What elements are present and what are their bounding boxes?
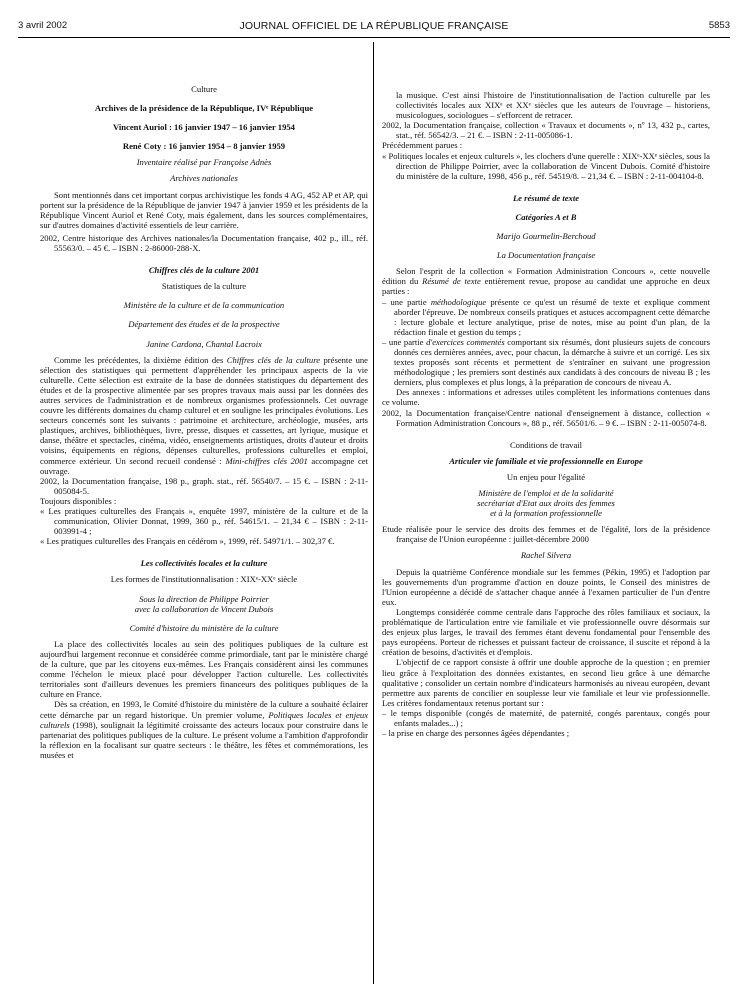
entry-body-continued: la musique. C'est ainsi l'histoire de l'institutionnalisation de l'action culturelle par les collectivités locales aux XIXᵉ et XXᵉ siècles que les auteurs de l'ouvrage – historiens, musicologues, sociologues – s'efforcent de retracer.	[396, 90, 710, 121]
entry-organisation: Ministère de la culture et de la communication	[123, 300, 285, 311]
entry-list-item: – la prise en charge des personnes âgées dépendantes ;	[382, 728, 570, 739]
entry-title: Les collectivités locales et la culture	[140, 558, 268, 569]
entry-study-note: Etude réalisée pour le service des droits des femmes et de l'égalité, lors de la présidence française de l'Union européenne : juillet-décembre 2000	[382, 524, 710, 545]
entry-list-item: – une partie d'exercices commentés comportant six résumés, dont plusieurs sujets de concours donnés ces dernières années, avec, pour chacun, la démarche à suivre et un corrigé. Les six textes proposés sont récents et permettent de s'entraîner en suivant une progression méthodologique ; les premiers sont destinés aux candidats à des concours de niveau B ; les derniers, plus complexes et plus longs, à la préparation de concours de niveau A.	[382, 336, 711, 388]
entry-organisation: Comité d'histoire du ministère de la culture	[129, 622, 279, 633]
entry-authors: Janine Cardona, Chantal Lacroix	[146, 338, 262, 349]
entry-collaborator: avec la collaboration de Vincent Dubois	[134, 603, 274, 614]
entry-body: Depuis la quatrième Conférence mondiale sur les femmes (Pékin, 1995) et l'adoption par les gouvernements d'un programme d'action en douze points, le Conseil des ministres de l'Union européenne a décidé de s'attacher chaque année à l'examen particulier de l'un d'entre eux.	[382, 566, 710, 607]
availability-item: « Les pratiques culturelles des Français », enquête 1997, ministère de la culture et de la communication, Olivier Donnat, 1999, 360 p., réf. 54615/1. – 21,34 € – ISBN : 2-11-003991-4 ;	[40, 506, 368, 537]
entry-author: Rachel Silvera	[520, 550, 572, 561]
entry-reference: 2002, Centre historique des Archives nationales/la Documentation française, 402 p., ill., réf. 55563/0. – 45 €. – ISBN : 2-86000-288-X.	[40, 232, 368, 254]
entry-body: La place des collectivités locales au sein des politiques publiques de la culture est aujourd'hui largement reconnue et considérée comme primordiale, tant par le ministère chargé de la culture, que par les citoyens eux-mêmes. Les Français considèrent ainsi les communes comme l'échelon le mieux placé pour développer l'action culturelle. Les collectivités territoriales sont d'ailleurs devenues les premiers financeurs des politiques publiques de la culture en France.	[40, 638, 368, 700]
page-header	[18, 20, 730, 34]
entry-list-item: – une partie méthodologique présente ce qu'est un résumé de texte et explique comment aborder l'épreuve. De nombreux conseils pratiques et astuces accompagnent cette démarche : lecture globale et lecture analytique, prise de notes, mise au point d'un plan, de la rédaction finale et gestion du temps ;	[382, 296, 710, 337]
entry-body: Comme les précédentes, la dixième édition des Chiffres clés de la culture présente une sélection des statistiques qui permettent d'appréhender les principaux aspects de la vie culturelle. Cette sélection est extraite de la base de données statistiques du département des études et de la prospective alimentée par ses propres travaux mais aussi par les données des autres services de l'administration et de nombreux organismes professionnels. Cet ouvrage couvre les différents domaines du champ culturel et en souligne les principales évolutions. Les secteurs concernés sont les suivants : patrimoine et architecture, archéologie, musées, arts plastiques, archives, bibliothèques, livre, presse, disques et cassettes, art lyrique, musique et danse, théâtre et spectacles, cinéma, vidéo, enseignements artistiques, droits d'auteur et droits voisins, équipements en régions, dépenses culturelles, professions culturelles et emploi, commerce extérieur. Un second recueil condensé : Mini-chiffres clés 2001 accompagne cet ouvrage.	[40, 354, 368, 476]
header-page-number: 5853	[708, 20, 730, 31]
entry-title: Le résumé de texte	[512, 192, 580, 203]
entry-organisation: La Documentation française	[496, 250, 596, 261]
entry-subtitle: Catégories A et B	[515, 211, 577, 222]
entry-subtitle: Un enjeu pour l'égalité	[506, 471, 586, 482]
entry-body: Sont mentionnés dans cet important corpus archivistique les fonds 4 AG, 452 AP et AP, qui portent sur la présidence de la République de janvier 1947 à janvier 1959 et les présidents de la République Vincent Auriol et René Coty, mais également, dans les sources complémentaires, sur d'autres domaines d'activité essentiels de leur carrière.	[40, 189, 368, 230]
entry-subtitle: René Coty : 16 janvier 1954 – 8 janvier 1959	[122, 141, 286, 152]
previous-item: « Politiques locales et enjeux culturels », les clochers d'une querelle : XIXᵉ-XXᵉ siècles, sous la direction de Philippe Poirrier, avec la collaboration de Vincent Dubois. Comité d'histoire du ministère de la culture, 1998, 456 p., réf. 54519/8. – 21,34 €. – ISBN : 2-11-004104-8.	[382, 150, 710, 181]
column-divider	[373, 42, 374, 984]
section-category: Conditions de travail	[509, 439, 583, 450]
entry-organisation: Archives nationales	[170, 173, 238, 184]
entry-title: Articuler vie familiale et vie professionnelle en Europe	[449, 455, 643, 466]
availability-label: Toujours disponibles :	[40, 495, 117, 506]
previous-label: Précédemment parues :	[382, 140, 463, 151]
entry-subtitle: Statistiques de la culture	[161, 281, 247, 292]
entry-title: Archives de la présidence de la République, IVᵉ République	[94, 103, 314, 114]
section-category: Culture	[191, 84, 217, 94]
entry-department: Département des études et de la prospective	[128, 319, 280, 330]
entry-subtitle: Les formes de l'institutionnalisation : XIXᵉ-XXᵉ siècle	[110, 574, 298, 585]
entry-organisation: secrétariat d'Etat aux droits des femmes	[477, 498, 615, 509]
entry-reference: 2002, la Documentation française/Centre national d'enseignement à distance, collection « Formation Administration Concours », 88 p., réf. 56501/6. – 9 €. – ISBN : 2-11-005074-8.	[382, 407, 710, 428]
entry-body: L'objectif de ce rapport consiste à offrir une double approche de la question ; en premier lieu grâce à l'exploitation des données existantes, en second lieu grâce à une démarche qualitative ; consolider un certain nombre d'indicateurs harmonisés au niveau européen, devant permettre aux parents de concilier en souplesse leur vie familiale et leur vie professionnelle. Les critères fondamentaux retenus portant sur :	[382, 657, 710, 708]
entry-subtitle: Vincent Auriol : 16 janvier 1947 – 16 janvier 1954	[113, 122, 295, 133]
entry-organisation: Ministère de l'emploi et de la solidarité	[478, 488, 614, 498]
entry-author: Marijo Gourmelin-Berchoud	[496, 231, 596, 242]
entry-title: Chiffres clés de la culture 2001	[148, 265, 260, 276]
entry-director: Sous la direction de Philippe Poirrier	[139, 593, 269, 604]
entry-body: Dès sa création, en 1993, le Comité d'histoire du ministère de la culture a souhaité éclairer cette démarche par un regard historique. Un premier volume, Politiques locales et enjeux culturels (1998), soulignait la légitimité croissante des acteurs locaux pour construire dans le partenariat des politiques publiques de la culture. Le présent volume a l'ambition d'approfondir la réflexion en la focalisant sur quatre secteurs : le théâtre, les fêtes et commémorations, les musées et	[40, 699, 369, 760]
entry-annex: Des annexes : informations et adresses utiles complètent les informations contenues dans ce volume.	[382, 387, 710, 408]
left-column	[40, 84, 368, 760]
right-column	[382, 90, 710, 738]
header-journal-title: JOURNAL OFFICIEL DE LA RÉPUBLIQUE FRANÇAISE	[239, 20, 509, 32]
entry-body: Longtemps considérée comme centrale dans l'approche des rôles familiaux et sociaux, la problématique de l'articulation entre vie familiale et vie professionnelle ouvre désormais sur des enjeux plus larges, le travail des femmes étant devenu fondamental pour l'ensemble des pays européens. Porteur de richesses et puissant facteur de croissance, il suscite et répond à la création de besoins, d'activités et d'emplois.	[382, 606, 710, 658]
entry-organisation: et à la formation professionnelle	[490, 508, 602, 519]
entry-author: Inventaire réalisé par Françoise Adnès	[136, 157, 272, 168]
entry-list-item: – le temps disponible (congés de maternité, de paternité, congés parentaux, congés pour enfants malades...) ;	[382, 707, 710, 728]
header-date: 3 avril 2002	[18, 20, 68, 31]
availability-item: « Les pratiques culturelles des Français en cédérom », 1999, réf. 54971/1. – 302,37 €.	[40, 536, 335, 547]
header-rule	[18, 37, 730, 38]
entry-body: Selon l'esprit de la collection « Formation Administration Concours », cette nouvelle édition du Résumé de texte entièrement revue, propose au candidat une approche en deux parties :	[382, 266, 711, 297]
entry-reference: 2002, la Documentation française, 198 p., graph. stat., réf. 56540/7. – 15 €. – ISBN : 2-11-005084-5.	[40, 475, 368, 496]
entry-reference: 2002, la Documentation française, collection « Travaux et documents », nº 13, 432 p., cartes, stat., réf. 56542/3. – 21 €. – ISBN : 2-11-005086-1.	[382, 120, 710, 141]
